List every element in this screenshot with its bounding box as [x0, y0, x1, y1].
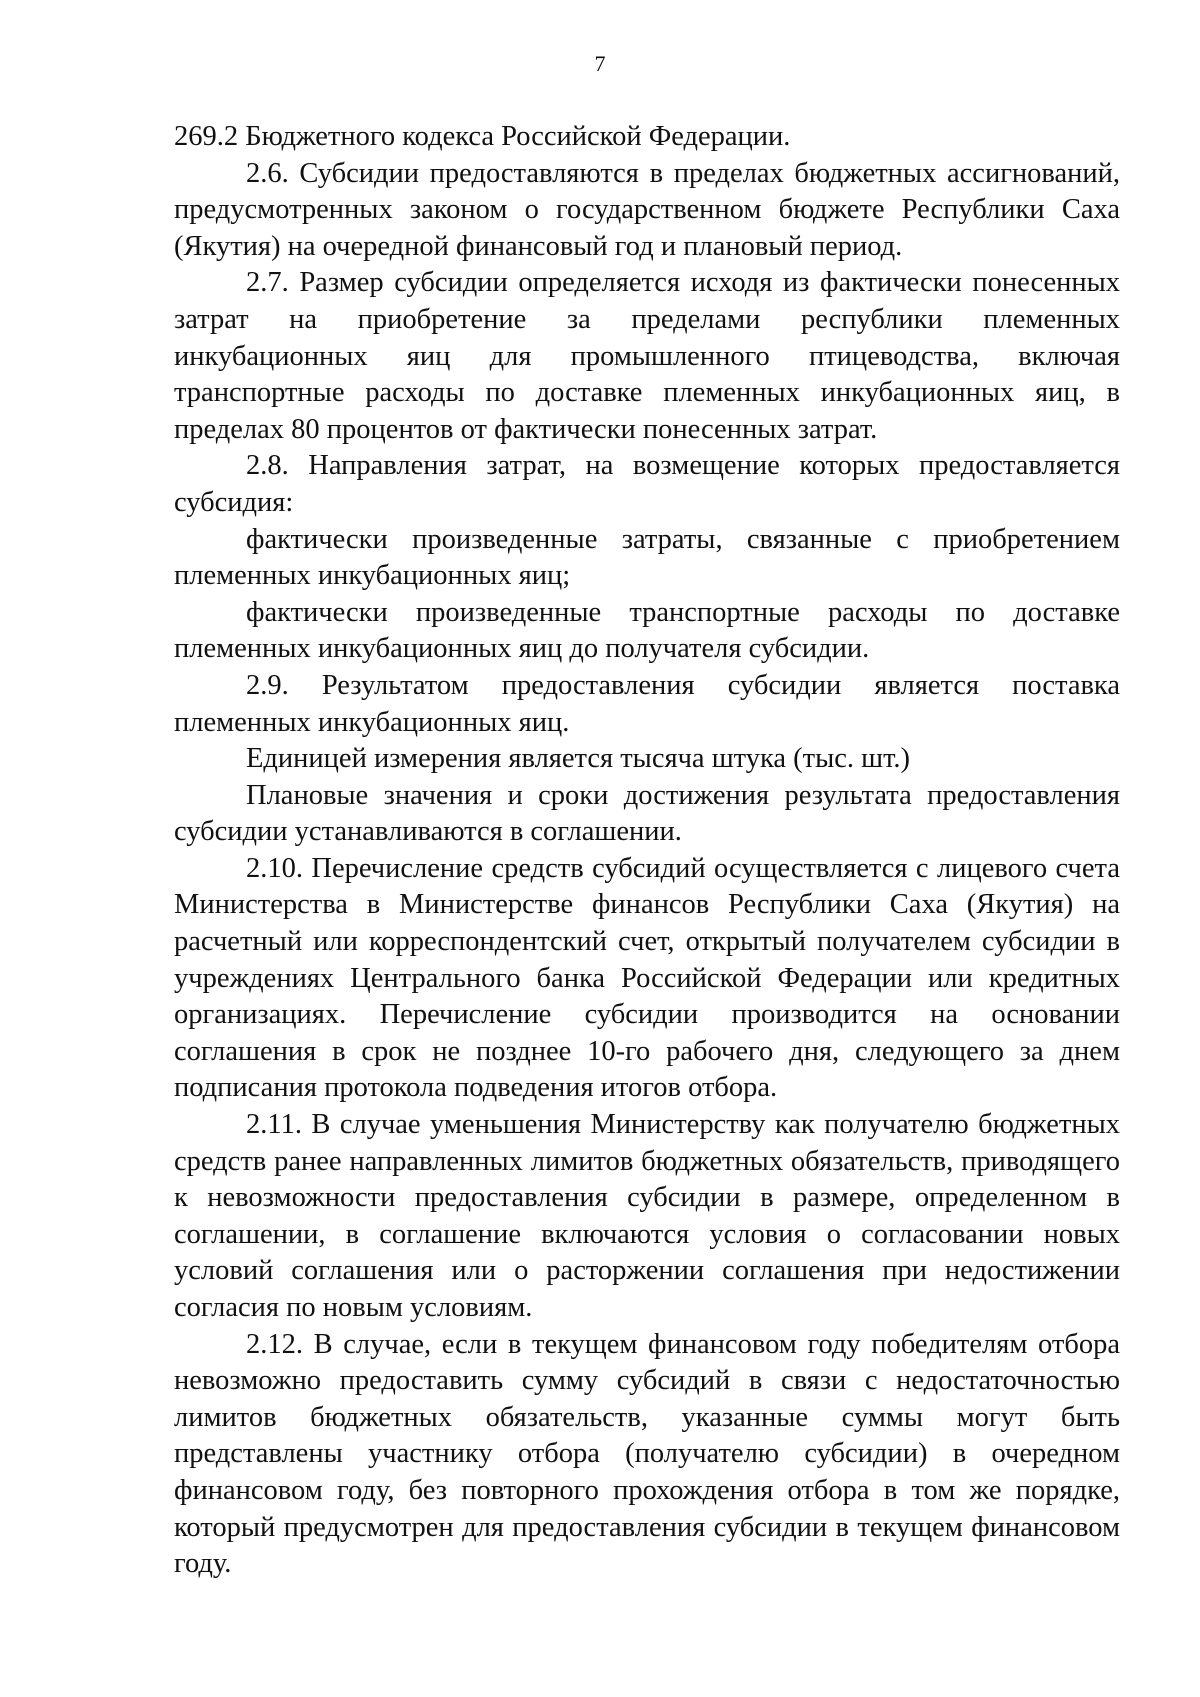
paragraph-2-8: 2.8. Направления затрат, на возмещение которых предоставляется субсидия:	[174, 450, 1120, 518]
paragraph-2-7: 2.7. Размер субсидии определяется исходя из фактически понесенных затрат на приобретение за пределами республики племенных инкубационных яиц для промышленного птицеводства, включая транспортные расходы по доставке племенных инкубационных яиц, в пределах 80 процентов от фактически понесенных затрат.	[174, 267, 1120, 445]
paragraph-2-8-item-1: фактически произведенные затраты, связанные с приобретением племенных инкубационных яиц;	[174, 523, 1120, 592]
paragraph-continuation: 269.2 Бюджетного кодекса Российской Федерации.	[174, 121, 791, 152]
paragraph-2-11: 2.11. В случае уменьшения Министерству как получателю бюджетных средств ранее направленных лимитов бюджетных обязательств, приводящего к невозможности предоставления субсидии в размере, определенном в соглашении, в соглашение включаются условия о согласовании новых условий соглашения или о расторжении соглашения при недостижении согласия по новым условиям.	[174, 1109, 1120, 1323]
paragraph-2-9-unit: Единицей измерения является тысяча штука (тыс. шт.)	[246, 743, 911, 775]
paragraph-2-9: 2.9. Результатом предоставления субсидии является поставка племенных инкубационных яиц.	[174, 669, 1120, 738]
paragraph-2-8-item-2: фактически произведенные транспортные расходы по доставке племенных инкубационных яиц до получателя субсидии.	[174, 596, 1120, 665]
paragraph-2-12: 2.12. В случае, если в текущем финансовом году победителям отбора невозможно предоставить сумму субсидий в связи с недостаточностью лимитов бюджетных обязательств, указанные суммы могут быть представлены участнику отбора (получателю субсидии) в очередном финансовом году, без повторного прохождения отбора в том же порядке, который предусмотрен для предоставления субсидии в текущем финансовом году.	[174, 1328, 1120, 1580]
document-body	[174, 119, 1120, 1583]
paragraph-2-9-planned-values: Плановые значения и сроки достижения результата предоставления субсидии устанавливаются в соглашении.	[174, 779, 1120, 848]
paragraph-2-10: 2.10. Перечисление средств субсидий осуществляется с лицевого счета Министерства в Министерстве финансов Республики Саха (Якутия) на расчетный или корреспондентский счет, открытый получателем субсидии в учреждениях Центрального банка Российской Федерации или кредитных организациях. Перечисление субсидии производится на основании соглашения в срок не позднее 10-го рабочего дня, следующего за днем подписания протокола подведения итогов отбора.	[174, 852, 1120, 1104]
page-number: 7	[594, 51, 606, 76]
paragraph-2-6: 2.6. Субсидии предоставляются в пределах бюджетных ассигнований, предусмотренных законом о государственном бюджете Республики Саха (Якутия) на очередной финансовый год и плановый период.	[174, 157, 1120, 262]
